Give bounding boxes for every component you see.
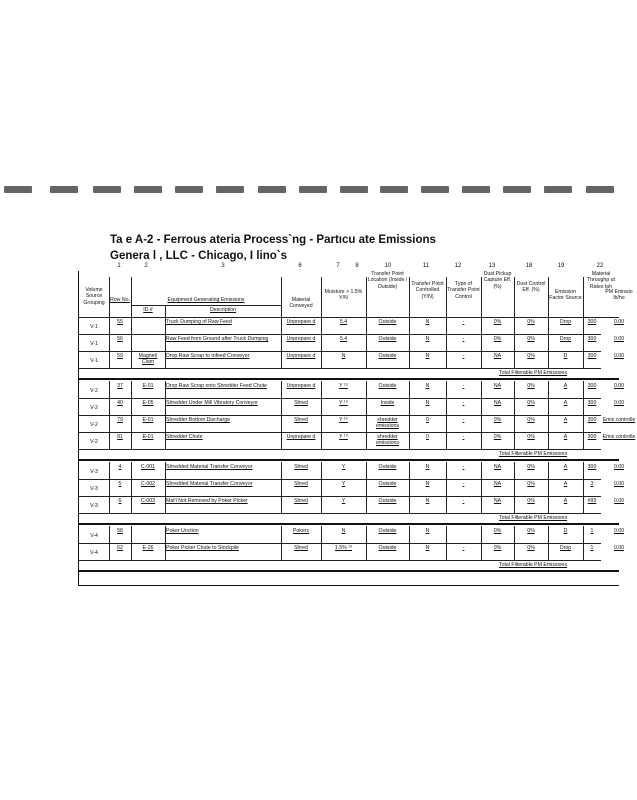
column-rule bbox=[165, 317, 166, 368]
cell-id: E-26 bbox=[142, 545, 154, 551]
cell-tput: 300 bbox=[587, 353, 597, 359]
cell-ctrl: N bbox=[425, 528, 430, 534]
column-rule bbox=[548, 462, 549, 513]
cell-ctrl: N bbox=[425, 464, 430, 470]
cell-pick: 0% bbox=[493, 434, 502, 440]
cell-loc: Outside bbox=[378, 545, 397, 551]
cell-moist: 5.4 bbox=[339, 319, 348, 325]
column-rule bbox=[409, 526, 410, 560]
header-id: ID # bbox=[143, 307, 153, 313]
column-rule bbox=[165, 526, 166, 560]
cell-dctl: 0% bbox=[527, 353, 535, 359]
cell-efs: A bbox=[563, 383, 568, 389]
header-material-conveyed: Material Conveyed bbox=[289, 297, 313, 310]
cell-mat: Unprepare d bbox=[286, 319, 316, 325]
cell-row: 37 bbox=[117, 383, 123, 389]
cell-id: E-01 bbox=[142, 434, 154, 440]
table-row-rule bbox=[79, 334, 601, 335]
cell-dctl: 0% bbox=[527, 434, 535, 440]
separator-dash bbox=[93, 186, 121, 193]
cell-mat: Unprepare d bbox=[286, 434, 316, 440]
header-dust-control: Dust Control Eff. (%) bbox=[516, 281, 546, 294]
cell-dctl: 0% bbox=[527, 336, 535, 342]
cell-pm: 0.00 bbox=[613, 464, 625, 470]
cell-row: 59 bbox=[117, 353, 123, 359]
column-rule bbox=[481, 462, 482, 513]
cell-id: C-003 bbox=[140, 498, 156, 504]
cell-pm: 0.00 bbox=[613, 481, 625, 487]
separator-dash bbox=[134, 186, 162, 193]
cell-loc: Outside bbox=[378, 353, 397, 359]
column-rule bbox=[109, 317, 110, 368]
column-rule bbox=[109, 277, 110, 317]
column-rule bbox=[446, 526, 447, 560]
column-rule bbox=[281, 381, 282, 449]
cell-type: - bbox=[462, 353, 465, 359]
cell-dctl: 0% bbox=[527, 464, 535, 470]
separator-dash bbox=[216, 186, 244, 193]
cell-pick: 0% bbox=[493, 417, 502, 423]
cell-moist: Y ¹⁹ bbox=[339, 434, 348, 440]
cell-pm: 0.00 bbox=[613, 545, 625, 551]
cell-efs: D bbox=[563, 528, 568, 534]
separator-dash bbox=[299, 186, 327, 193]
cell-efs: A bbox=[563, 481, 568, 487]
column-rule bbox=[583, 381, 584, 449]
separator-dash bbox=[380, 186, 408, 193]
cell-efs: Drop bbox=[559, 545, 572, 551]
cell-id bbox=[132, 336, 164, 351]
cell-loc: Outside bbox=[378, 481, 397, 487]
group-separator-rule bbox=[79, 378, 619, 380]
cell-moist: N bbox=[341, 353, 346, 359]
cell-efs: A bbox=[563, 464, 568, 470]
cell-mat: Shred bbox=[294, 417, 308, 423]
cell-id: Magnet/ Clam bbox=[138, 353, 158, 366]
column-number: 19 bbox=[557, 263, 565, 269]
total-filterable-pm-label: Total Filterable PM Emissions bbox=[499, 451, 568, 457]
cell-id: E-01 bbox=[142, 417, 154, 423]
column-rule bbox=[446, 277, 447, 317]
cell-row: 40 bbox=[117, 400, 123, 406]
table-row-rule bbox=[79, 398, 601, 399]
cell-ctrl: N bbox=[425, 353, 430, 359]
header-dust-pickup: Dust Pickup Capture Eff. (%) bbox=[483, 271, 512, 290]
column-rule bbox=[131, 277, 132, 317]
table-row-rule bbox=[79, 496, 601, 497]
cell-ctrl: N bbox=[425, 336, 430, 342]
cell-moist: Y bbox=[341, 481, 346, 487]
header-rule bbox=[79, 317, 619, 318]
cell-id: E-01 bbox=[142, 383, 154, 389]
cell-ctrl: N bbox=[425, 545, 430, 551]
table-row-rule bbox=[79, 432, 601, 433]
column-rule bbox=[548, 526, 549, 560]
group-separator-rule bbox=[79, 570, 619, 572]
column-rule bbox=[131, 526, 132, 560]
header-transfer-location: Transfer Point Location (Inside / Outside) bbox=[367, 271, 408, 290]
cell-type: - bbox=[462, 481, 465, 487]
column-rule bbox=[446, 381, 447, 449]
table-row-rule bbox=[79, 543, 601, 544]
column-rule bbox=[165, 462, 166, 513]
cell-mat: Shred bbox=[294, 400, 308, 406]
cell-desc: Drop Raw Scrap to Infeed Conveyor bbox=[166, 353, 250, 359]
cell-row: 79 bbox=[117, 417, 123, 423]
emissions-table bbox=[78, 271, 636, 586]
cell-efs: A bbox=[563, 417, 568, 423]
cell-id: C-002 bbox=[140, 481, 156, 487]
cell-dctl: 0% bbox=[527, 319, 535, 325]
separator-dash bbox=[544, 186, 572, 193]
column-rule bbox=[131, 381, 132, 449]
cell-pick: NA bbox=[493, 383, 502, 389]
cell-pm: Emis controlle bbox=[602, 417, 636, 423]
cell-vsg: V-1 bbox=[90, 358, 98, 364]
header-transfer-controlled: Transfer Point Controlled (Y/N) bbox=[411, 281, 444, 300]
cell-moist: 5.4 bbox=[339, 336, 348, 342]
group-separator-rule bbox=[79, 459, 619, 461]
cell-ctrl: 0 bbox=[426, 417, 429, 423]
cell-pm: 0.00 bbox=[613, 336, 625, 342]
cell-dctl: 0% bbox=[527, 383, 535, 389]
cell-loc: Outside bbox=[378, 464, 397, 470]
column-rule bbox=[321, 317, 322, 368]
column-rule bbox=[366, 462, 367, 513]
table-row-rule bbox=[79, 415, 601, 416]
cell-moist: Y bbox=[341, 498, 346, 504]
cell-ctrl: N bbox=[425, 383, 430, 389]
column-number: 2 bbox=[144, 263, 148, 269]
cell-vsg: V-3 bbox=[90, 486, 98, 492]
column-number: 18 bbox=[525, 263, 533, 269]
column-rule bbox=[366, 317, 367, 368]
separator-dash bbox=[421, 186, 449, 193]
cell-mat: Shred bbox=[294, 481, 308, 487]
column-rule bbox=[548, 381, 549, 449]
cell-pick: NA bbox=[493, 464, 502, 470]
cell-vsg: V-2 bbox=[90, 388, 98, 394]
header-pm-emissions: PM Emissio lb/ho bbox=[605, 289, 633, 302]
cell-row: 81 bbox=[117, 434, 123, 440]
scan-separator-dashes bbox=[0, 186, 618, 194]
cell-id bbox=[132, 528, 164, 543]
column-rule bbox=[109, 462, 110, 513]
column-rule bbox=[281, 462, 282, 513]
cell-pm: 0.00 bbox=[613, 528, 625, 534]
cell-tput: 3 bbox=[590, 481, 594, 487]
cell-pm: Emis controlle bbox=[602, 434, 636, 440]
cell-loc: Outside bbox=[378, 336, 397, 342]
cell-ctrl: N bbox=[425, 498, 430, 504]
column-rule bbox=[514, 317, 515, 368]
total-filterable-pm-label: Total Filterable PM Emissions bbox=[499, 562, 568, 568]
cell-desc: Poker Picker Chute to Stockpile bbox=[166, 545, 239, 551]
cell-vsg: V-4 bbox=[90, 533, 98, 539]
cell-mat: Pokers bbox=[292, 528, 310, 534]
cell-id: E-05 bbox=[142, 400, 154, 406]
column-number: 12 bbox=[454, 263, 462, 269]
total-filterable-pm-label: Total Filterable PM Emissions bbox=[499, 515, 568, 521]
cell-vsg: V-1 bbox=[90, 341, 98, 347]
cell-pm: 0.00 bbox=[613, 319, 625, 325]
cell-pick: 0% bbox=[493, 319, 502, 325]
column-rule bbox=[321, 381, 322, 449]
column-rule bbox=[548, 277, 549, 317]
column-rule bbox=[366, 526, 367, 560]
cell-tput: #99 bbox=[587, 498, 597, 504]
column-number: 10 bbox=[384, 263, 392, 269]
cell-dctl: 0% bbox=[527, 417, 535, 423]
cell-id: C-001 bbox=[140, 464, 156, 470]
cell-row: 55 bbox=[117, 319, 123, 325]
column-rule bbox=[321, 462, 322, 513]
cell-moist: Y ¹⁹ bbox=[339, 417, 348, 423]
cell-efs: A bbox=[563, 400, 568, 406]
column-number: 7 bbox=[336, 263, 340, 269]
cell-vsg: V-4 bbox=[90, 550, 98, 556]
cell-ctrl: N bbox=[425, 481, 430, 487]
column-rule bbox=[481, 381, 482, 449]
column-rule bbox=[446, 317, 447, 368]
separator-dash bbox=[258, 186, 286, 193]
cell-moist: 1.5% ¹⁹ bbox=[334, 545, 353, 551]
cell-type: - bbox=[462, 400, 465, 406]
column-rule bbox=[446, 462, 447, 513]
cell-desc: Shredded Material Transfer Conveyor bbox=[166, 481, 253, 487]
cell-row: 56 bbox=[117, 336, 123, 342]
cell-tput: 1 bbox=[590, 545, 594, 551]
cell-pm: 0.00 bbox=[613, 498, 625, 504]
cell-row: 5 bbox=[118, 481, 122, 487]
cell-type: - bbox=[462, 319, 465, 325]
cell-pick: NA bbox=[493, 498, 502, 504]
column-rule bbox=[165, 305, 166, 317]
header-material-throughput: Material Throughp ut Rates tph bbox=[587, 271, 615, 290]
table-row-rule bbox=[79, 513, 601, 514]
cell-efs: D bbox=[563, 353, 568, 359]
column-rule bbox=[481, 317, 482, 368]
cell-loc: shredder emissions bbox=[375, 417, 400, 430]
separator-dash bbox=[175, 186, 203, 193]
cell-type: - bbox=[462, 417, 465, 423]
column-rule bbox=[109, 381, 110, 449]
header-equipment-group: Equipment Generating Emissions bbox=[167, 297, 245, 303]
column-rule bbox=[366, 381, 367, 449]
column-rule bbox=[481, 526, 482, 560]
table-subtitle: Genera l , LLC - Chicago, I lino`s bbox=[110, 250, 287, 262]
cell-type: - bbox=[462, 336, 465, 342]
cell-dctl: 0% bbox=[527, 400, 535, 406]
cell-tput: 300 bbox=[587, 417, 597, 423]
table-row-rule bbox=[79, 351, 601, 352]
separator-dash bbox=[462, 186, 490, 193]
column-rule bbox=[321, 277, 322, 317]
header-moisture: Moisture > 1.5% Y/N bbox=[324, 289, 363, 302]
column-rule bbox=[366, 277, 367, 317]
cell-pm: 0.00 bbox=[613, 383, 625, 389]
column-rule bbox=[409, 277, 410, 317]
cell-type: - bbox=[462, 383, 465, 389]
cell-desc: Drop Raw Scrap onto Shredder Feed Chute bbox=[166, 383, 267, 389]
column-rule bbox=[281, 277, 282, 317]
cell-pick: NA bbox=[493, 400, 502, 406]
cell-loc: shredder emissions bbox=[375, 434, 400, 447]
cell-tput: 300 bbox=[587, 464, 597, 470]
cell-type: - bbox=[462, 498, 465, 504]
cell-pick: 0% bbox=[493, 528, 502, 534]
column-rule bbox=[583, 526, 584, 560]
cell-type: - bbox=[462, 434, 465, 440]
column-rule bbox=[281, 317, 282, 368]
header-volume-source-grouping: Volume Source Grouping bbox=[83, 287, 105, 306]
cell-vsg: V-1 bbox=[90, 324, 98, 330]
cell-vsg: V-2 bbox=[90, 439, 98, 445]
cell-tput: 300 bbox=[587, 336, 597, 342]
separator-dash bbox=[340, 186, 368, 193]
cell-row: 6 bbox=[118, 498, 122, 504]
cell-tput: 300 bbox=[587, 400, 597, 406]
column-number: 8 bbox=[355, 263, 359, 269]
cell-desc: Shredded Material Transfer Conveyor bbox=[166, 464, 253, 470]
cell-pick: NA bbox=[493, 481, 502, 487]
cell-desc: Raw Feed from Ground after Truck Dumping bbox=[166, 336, 269, 342]
cell-desc: Shredder Chute bbox=[166, 434, 203, 440]
cell-efs: Drop bbox=[559, 319, 572, 325]
cell-desc: Truck Dumping of Raw Feed bbox=[166, 319, 232, 325]
cell-moist: Y ¹⁹ bbox=[339, 383, 348, 389]
table-row-rule bbox=[79, 368, 601, 369]
cell-row: 4 bbox=[118, 464, 122, 470]
cell-row: 58 bbox=[117, 528, 123, 534]
cell-pick: NA bbox=[493, 353, 502, 359]
column-number: 11 bbox=[422, 263, 430, 269]
cell-ctrl: N bbox=[425, 400, 430, 406]
cell-row: 62 bbox=[117, 545, 123, 551]
cell-vsg: V-3 bbox=[90, 469, 98, 475]
cell-efs: A bbox=[563, 498, 568, 504]
table-row-rule bbox=[79, 449, 601, 450]
group-separator-rule bbox=[79, 523, 619, 525]
cell-dctl: 0% bbox=[527, 528, 535, 534]
column-rule bbox=[165, 381, 166, 449]
column-rule bbox=[409, 317, 410, 368]
table-title: Ta e A-2 - Ferrous ateria Process`ng - Partıcu ate Emissions bbox=[110, 234, 436, 246]
column-rule bbox=[514, 381, 515, 449]
column-rule bbox=[409, 462, 410, 513]
cell-mat: Unprepare d bbox=[286, 353, 316, 359]
column-number: 1 bbox=[117, 263, 121, 269]
cell-pm: 0.00 bbox=[613, 353, 625, 359]
cell-tput: 300 bbox=[587, 434, 597, 440]
cell-efs: Drop bbox=[559, 336, 572, 342]
column-rule bbox=[321, 526, 322, 560]
cell-pick: 0% bbox=[493, 545, 502, 551]
separator-dash bbox=[586, 186, 614, 193]
column-rule bbox=[109, 526, 110, 560]
header-row-no: Row No. bbox=[110, 297, 130, 303]
cell-tput: 300 bbox=[587, 319, 597, 325]
column-number: 22 bbox=[596, 263, 604, 269]
cell-moist: Y ¹⁹ bbox=[339, 400, 348, 406]
column-rule bbox=[514, 277, 515, 317]
column-rule bbox=[409, 381, 410, 449]
cell-loc: Outside bbox=[378, 498, 397, 504]
cell-mat: Shred bbox=[294, 464, 308, 470]
separator-dash bbox=[50, 186, 78, 193]
column-rule bbox=[481, 277, 482, 317]
cell-ctrl: 0 bbox=[426, 434, 429, 440]
column-number: 3 bbox=[221, 263, 225, 269]
cell-tput: 1 bbox=[590, 528, 594, 534]
cell-dctl: 0% bbox=[527, 481, 535, 487]
cell-mat: Shred bbox=[294, 545, 308, 551]
column-rule bbox=[514, 462, 515, 513]
column-rule bbox=[514, 526, 515, 560]
column-rule bbox=[131, 462, 132, 513]
cell-desc: Shredder Bottom Discharge bbox=[166, 417, 231, 423]
column-rule bbox=[583, 462, 584, 513]
column-number: 6 bbox=[298, 263, 302, 269]
header-sub-rule bbox=[131, 305, 281, 306]
header-emission-factor-source: Emission Factor Source bbox=[549, 289, 582, 302]
cell-pick: 0% bbox=[493, 336, 502, 342]
cell-desc: Poker Unction bbox=[166, 528, 199, 534]
cell-id bbox=[132, 319, 164, 334]
table-row-rule bbox=[79, 560, 601, 561]
column-rule bbox=[583, 277, 584, 317]
cell-loc: Outside bbox=[378, 528, 397, 534]
separator-dash bbox=[503, 186, 531, 193]
cell-type: - bbox=[462, 545, 465, 551]
table-row-rule bbox=[79, 479, 601, 480]
cell-pm: 0.00 bbox=[613, 400, 625, 406]
column-rule bbox=[281, 526, 282, 560]
header-description: Description bbox=[210, 307, 236, 313]
cell-dctl: 0% bbox=[527, 498, 535, 504]
cell-type bbox=[447, 528, 480, 543]
column-rule bbox=[131, 317, 132, 368]
cell-moist: Y bbox=[341, 464, 346, 470]
cell-vsg: V-3 bbox=[90, 503, 98, 509]
cell-mat: Unprepare d bbox=[286, 383, 316, 389]
column-rule bbox=[548, 317, 549, 368]
cell-efs: A bbox=[563, 434, 568, 440]
total-filterable-pm-label: Total Filterable PM Emissions bbox=[499, 370, 568, 376]
cell-loc: Outside bbox=[378, 383, 397, 389]
cell-vsg: V-2 bbox=[90, 422, 98, 428]
cell-mat: Unprepare d bbox=[286, 336, 316, 342]
cell-type: - bbox=[462, 464, 465, 470]
cell-mat: Shred bbox=[294, 498, 308, 504]
separator-dash bbox=[4, 186, 32, 193]
header-type-of-transfer: Type of Transfer Point Control bbox=[447, 281, 480, 300]
column-rule bbox=[583, 317, 584, 368]
cell-loc: Outside bbox=[378, 319, 397, 325]
cell-ctrl: N bbox=[425, 319, 430, 325]
cell-loc: Inside bbox=[380, 400, 395, 406]
column-number-row bbox=[78, 263, 618, 271]
cell-desc: Mat'l Not Removed by Poker Picker bbox=[166, 498, 248, 504]
column-number: 13 bbox=[488, 263, 496, 269]
cell-vsg: V-2 bbox=[90, 405, 98, 411]
cell-dctl: 0% bbox=[527, 545, 535, 551]
cell-desc: Shredder Under Mill Vibratory Conveyor bbox=[166, 400, 258, 406]
cell-moist: N bbox=[341, 528, 346, 534]
cell-tput: 300 bbox=[587, 383, 597, 389]
